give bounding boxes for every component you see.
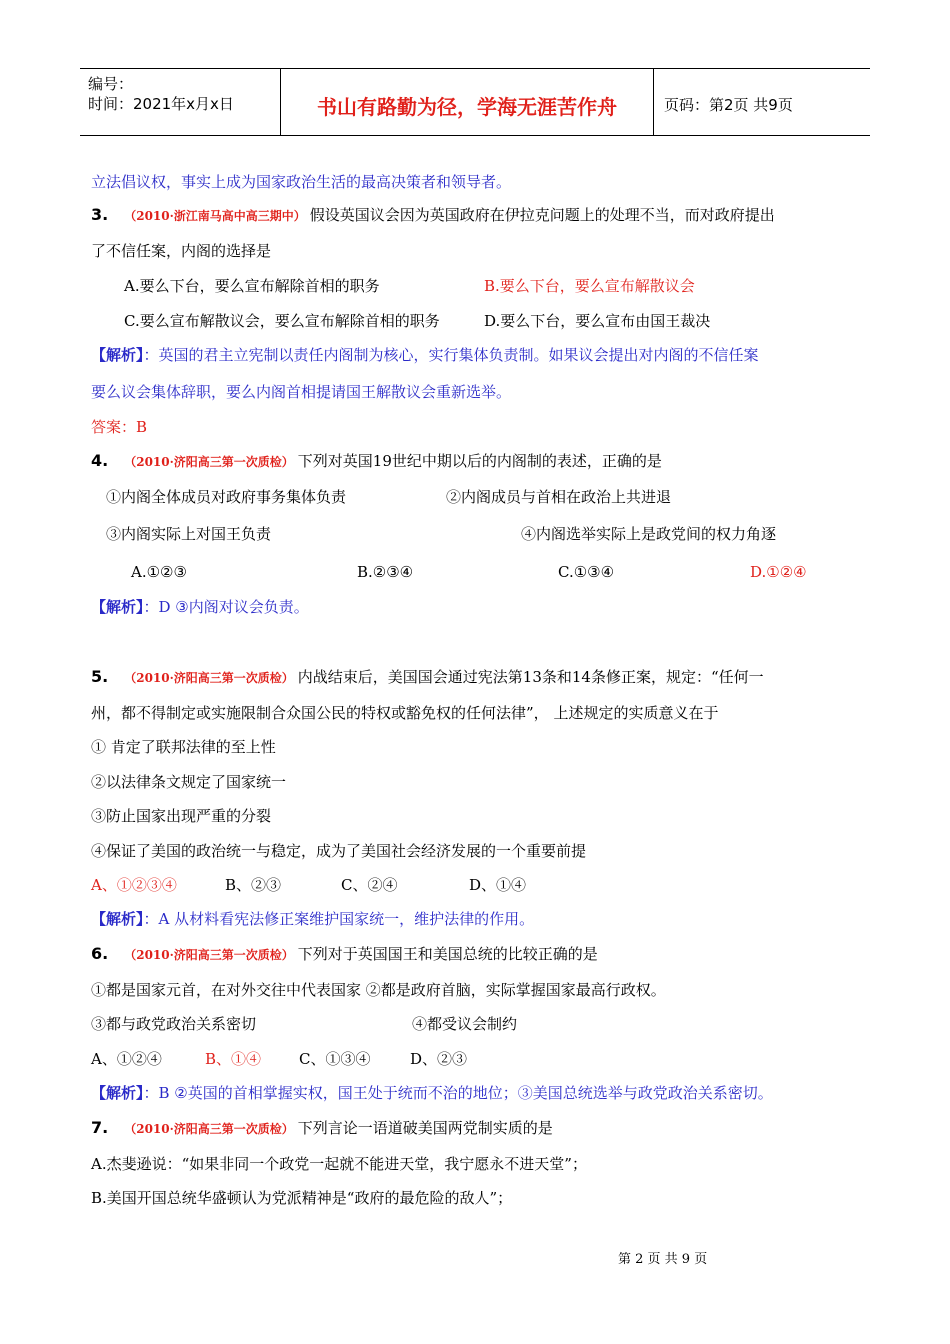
question-source: （2010·济阳高三第一次质检） — [124, 1122, 294, 1136]
question-source: （2010·济阳高三第一次质检） — [124, 455, 294, 469]
question-number: 4. — [91, 451, 109, 470]
question-5-stem — [91, 667, 764, 688]
q4-option-a: A.①②③ — [131, 563, 187, 581]
q4-option-c: C.①③④ — [558, 563, 615, 581]
question-text: 内战结束后，美国国会通过宪法第13条和14条修正案，规定：“任何一 — [297, 668, 764, 686]
q4-analysis — [91, 597, 309, 617]
q4-option-b: B.②③④ — [357, 563, 414, 581]
question-number: 6. — [91, 944, 109, 963]
q3-option-c: C.要么宣布解散议会，要么宣布解除首相的职务 — [124, 312, 440, 330]
page-label: 页码：第2页 共9页 — [664, 96, 793, 114]
question-text: 下列对英国19世纪中期以后的内阁制的表述，正确的是 — [297, 452, 662, 470]
q3-answer: 答案：B — [91, 418, 148, 436]
question-3-stem-cont: 了不信任案，内阁的选择是 — [91, 242, 272, 260]
header-center-cell — [281, 69, 654, 135]
q5-item-3: ③防止国家出现严重的分裂 — [91, 807, 272, 825]
question-number: 5. — [91, 667, 109, 686]
analysis-text: ：英国的君主立宪制以责任内阁制为核心，实行集体负责制。如果议会提出对内阁的不信任案 — [143, 346, 759, 364]
question-number: 7. — [91, 1118, 109, 1137]
analysis-label: 【解析】 — [91, 598, 144, 616]
intro-line: 立法倡议权，事实上成为国家政治生活的最高决策者和领导者。 — [91, 173, 512, 191]
q6-items-1-2: ①都是国家元首，在对外交往中代表国家 ②都是政府首脑，实际掌握国家最高行政权。 — [91, 981, 666, 999]
header-right-cell — [654, 69, 870, 135]
q3-option-d: D.要么下台，要么宣布由国王裁决 — [484, 312, 711, 330]
q5-item-1: ① 肯定了联邦法律的至上性 — [91, 738, 276, 756]
q5-item-4: ④保证了美国的政治统一与稳定，成为了美国社会经济发展的一个重要前提 — [91, 842, 587, 860]
page-header — [80, 68, 870, 136]
q3-option-a: A.要么下台，要么宣布解除首相的职务 — [124, 277, 380, 295]
question-text: 下列言论一语道破美国两党制实质的是 — [297, 1119, 553, 1137]
q5-option-a: A、①②③④ — [91, 876, 177, 894]
analysis-text: ：B ②英国的首相掌握实权，国王处于统而不治的地位；③美国总统选举与政党政治关系密切。 — [143, 1084, 773, 1102]
q5-option-d: D、①④ — [469, 876, 527, 894]
q7-option-b: B.美国开国总统华盛顿认为党派精神是“政府的最危险的敌人”； — [91, 1189, 513, 1207]
question-text: 下列对于英国国王和美国总统的比较正确的是 — [297, 945, 598, 963]
q6-option-d: D、②③ — [410, 1050, 468, 1068]
q6-item-4: ④都受议会制约 — [412, 1015, 518, 1033]
q5-option-b: B、②③ — [225, 876, 282, 894]
q5-analysis — [91, 909, 534, 929]
page-footer: 第 2 页 共 9 页 — [618, 1252, 708, 1267]
q6-item-3: ③都与政党政治关系密切 — [91, 1015, 257, 1033]
q3-option-b: B.要么下台，要么宣布解散议会 — [484, 277, 695, 295]
question-6-stem — [91, 944, 598, 965]
q6-analysis — [91, 1083, 773, 1103]
date-label: 时间：2021年x月x日 — [88, 95, 234, 113]
question-source: （2010·济阳高三第一次质检） — [124, 671, 294, 685]
analysis-label: 【解析】 — [91, 1084, 144, 1102]
q4-item-2: ②内阁成员与首相在政治上共进退 — [446, 488, 672, 506]
q3-analysis — [91, 345, 759, 365]
q4-item-3: ③内阁实际上对国王负责 — [106, 525, 272, 543]
question-3-stem — [91, 205, 775, 226]
question-source: （2010·济阳高三第一次质检） — [124, 948, 294, 962]
analysis-text: ：A 从材料看宪法修正案维护国家统一，维护法律的作用。 — [143, 910, 535, 928]
analysis-label: 【解析】 — [91, 346, 144, 364]
q6-option-c: C、①③④ — [299, 1050, 371, 1068]
q4-item-1: ①内阁全体成员对政府事务集体负责 — [106, 488, 347, 506]
header-left-cell — [80, 69, 281, 135]
q3-analysis-cont: 要么议会集体辞职，要么内阁首相提请国王解散议会重新选举。 — [91, 383, 512, 401]
question-source: （2010·浙江南马高中高三期中） — [124, 209, 306, 223]
question-5-stem-cont: 州，都不得制定或实施限制合众国公民的特权或豁免权的任何法律”， 上述规定的实质意义在于 — [91, 704, 719, 722]
motto: 书山有路勤为径，学海无涯苦作舟 — [317, 95, 617, 119]
q6-option-a: A、①②④ — [91, 1050, 162, 1068]
question-text: 假设英国议会因为英国政府在伊拉克问题上的处理不当，而对政府提出 — [309, 206, 775, 224]
q5-option-c: C、②④ — [341, 876, 398, 894]
q5-item-2: ②以法律条文规定了国家统一 — [91, 773, 287, 791]
question-number: 3. — [91, 205, 109, 224]
question-7-stem — [91, 1118, 553, 1139]
q7-option-a: A.杰斐逊说：“如果非同一个政党一起就不能进天堂，我宁愿永不进天堂”； — [91, 1155, 587, 1173]
q4-option-d: D.①②④ — [750, 563, 807, 581]
analysis-text: ：D ③内阁对议会负责。 — [143, 598, 309, 616]
number-label: 编号： — [88, 75, 134, 93]
q4-item-4: ④内阁选举实际上是政党间的权力角逐 — [521, 525, 777, 543]
analysis-label: 【解析】 — [91, 910, 144, 928]
q6-option-b: B、①④ — [205, 1050, 262, 1068]
question-4-stem — [91, 451, 662, 472]
